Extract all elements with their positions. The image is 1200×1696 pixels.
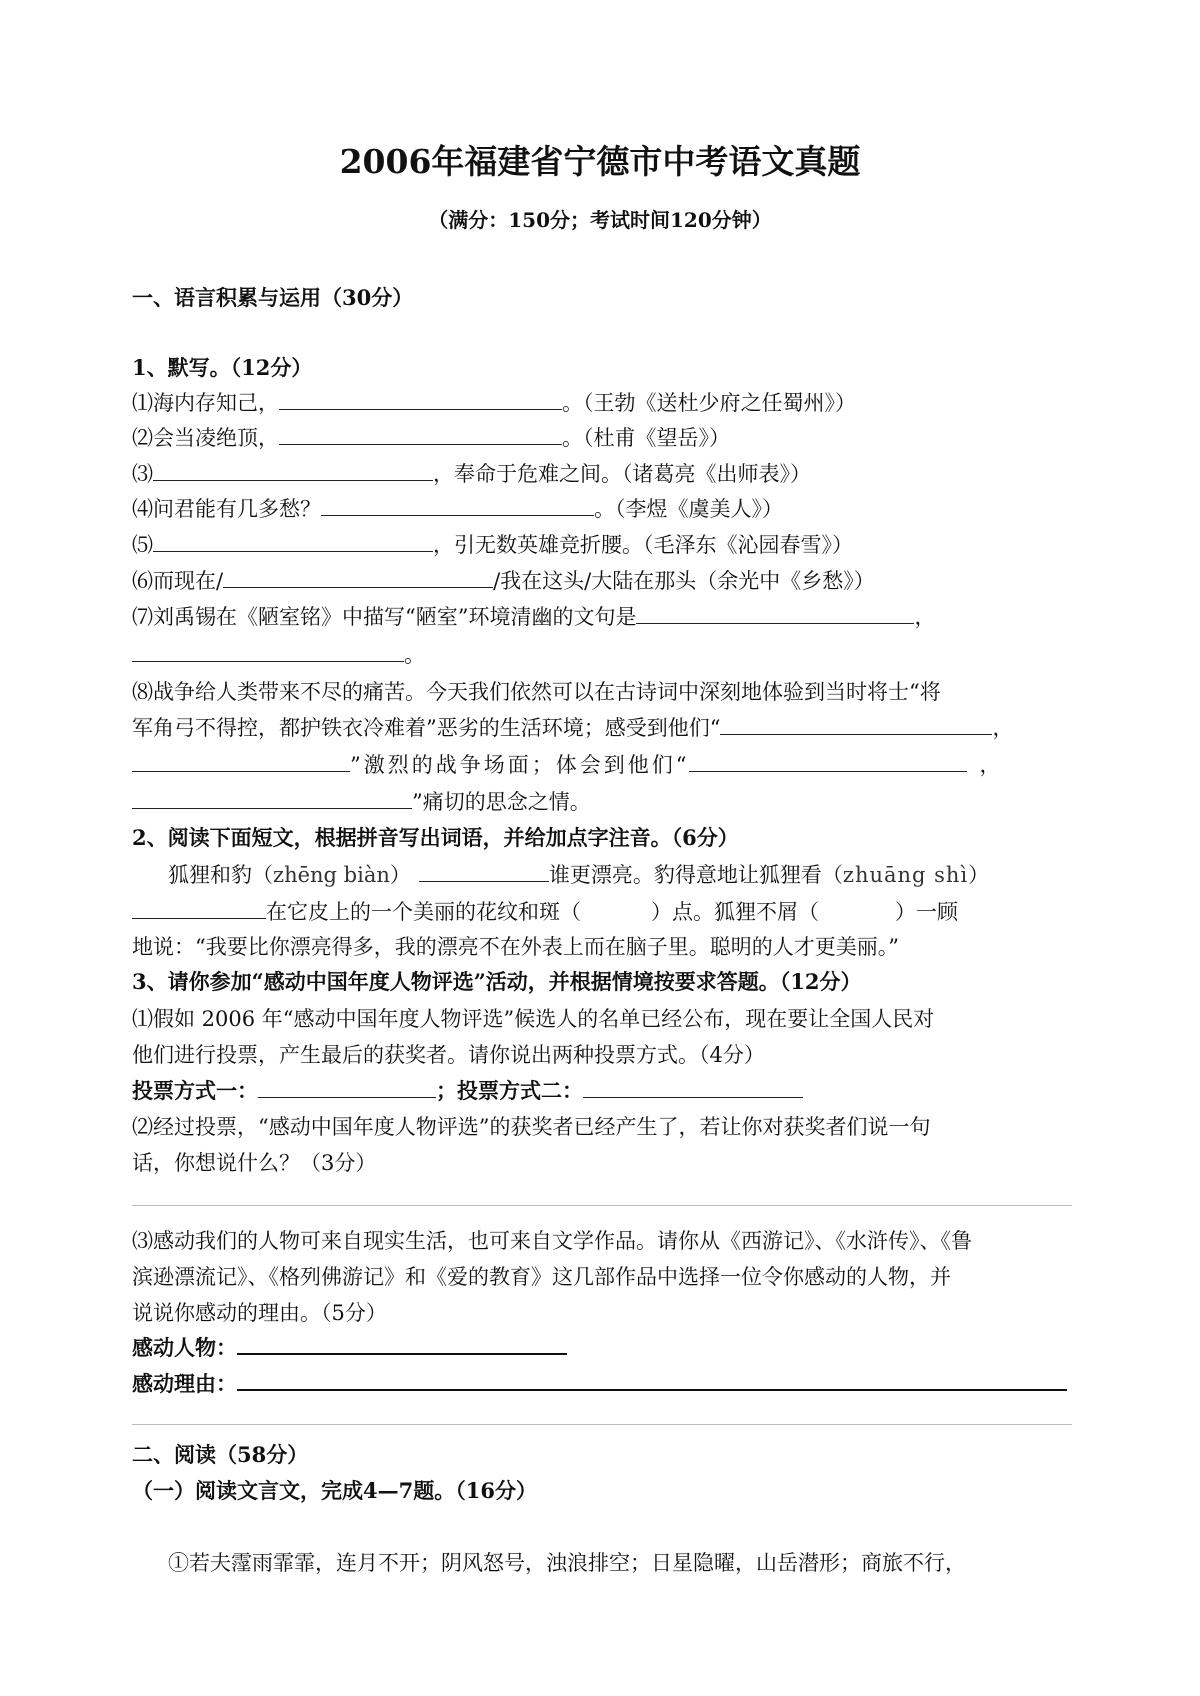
section2-sub1-heading: （一）阅读文言文，完成4—7题。（16分） xyxy=(132,1478,537,1503)
q3-sub1-line1: ⑴假如 2006 年“感动中国年度人物评选”候选人的名单已经公布，现在要让全国人民对 xyxy=(132,1007,935,1031)
q3-reason-line xyxy=(132,1369,1067,1399)
answer-blank[interactable] xyxy=(132,641,404,662)
q2-text-1b: ） xyxy=(389,863,411,887)
answer-blank[interactable] xyxy=(419,861,549,882)
q1-line2-text-a: ⑵会当凌绝顶， xyxy=(132,426,279,450)
q1-line8-text-c: ， xyxy=(992,716,1014,740)
answer-blank[interactable] xyxy=(132,788,412,809)
q1-line7-text-b: ， xyxy=(914,605,936,629)
section1-heading: 一、语言积累与运用（30分） xyxy=(132,285,414,310)
answer-blank[interactable] xyxy=(321,495,594,516)
answer-blank[interactable] xyxy=(153,460,433,481)
q3-vote-line xyxy=(132,1076,803,1106)
answer-blank[interactable] xyxy=(153,531,433,552)
answer-blank[interactable] xyxy=(132,898,266,919)
q1-line5-text-a: ⑸ xyxy=(132,533,153,557)
q2-text-1d: ） xyxy=(968,863,990,887)
q1-line6-text-b: /我在这头/大陆在那头（余光中《乡愁》） xyxy=(493,569,875,593)
q1-line2 xyxy=(132,423,730,453)
q1-heading: 1、默写。（12分） xyxy=(132,355,313,380)
answer-blank[interactable] xyxy=(279,424,562,445)
q1-line8-text-f: ”痛切的思念之情。 xyxy=(412,790,591,814)
q3-sub3-line3: 说说你感动的理由。（5分） xyxy=(132,1301,387,1325)
q1-line8b xyxy=(132,713,1013,743)
pinyin-zhengbian: zhēng biàn xyxy=(273,863,390,887)
reason-blank[interactable] xyxy=(237,1369,1067,1391)
q1-line7-text-a: ⑺刘禹锡在《陋室铭》中描写“陋室”环境清幽的文句是 xyxy=(132,605,637,629)
q2-text-1a: 狐狸和豹（ xyxy=(168,863,273,887)
q1-line1-text-a: ⑴海内存知己， xyxy=(132,391,279,415)
page-title: 2006年福建省宁德市中考语文真题 xyxy=(339,142,861,181)
person-blank[interactable] xyxy=(237,1333,567,1355)
q1-line1-text-b: 。（王勃《送杜少府之任蜀州》） xyxy=(562,391,856,415)
q3-sub2-line1: ⑵经过投票，“感动中国年度人物评选”的获奖者已经产生了，若让你对获奖者们说一句 xyxy=(132,1115,931,1139)
answer-blank[interactable] xyxy=(132,751,350,772)
q1-line7-cont xyxy=(132,640,425,670)
q1-line8d xyxy=(132,787,591,817)
q3-sub1-line2: 他们进行投票，产生最后的获奖者。请你说出两种投票方式。（4分） xyxy=(132,1043,765,1067)
vote-method-1-blank[interactable] xyxy=(258,1077,436,1098)
vote-method-1-label: 投票方式一： xyxy=(132,1078,258,1103)
answer-blank[interactable] xyxy=(279,389,562,410)
answer-blank[interactable] xyxy=(223,567,493,588)
q2-heading: 2、阅读下面短文，根据拼音写出词语，并给加点字注音。（6分） xyxy=(132,825,739,850)
q1-line3 xyxy=(132,459,811,489)
q2-para-line2 xyxy=(132,897,958,927)
classical-text-para1: ①若夫霪雨霏霏，连月不开；阴风怒号，浊浪排空；日星隐曜，山岳潜形；商旅不行， xyxy=(168,1551,966,1575)
answer-line[interactable] xyxy=(132,1424,1072,1425)
q3-heading: 3、请你参加“感动中国年度人物评选”活动，并根据情境按要求答题。（12分） xyxy=(132,969,862,994)
pinyin-zhuangshi: zhuāng shì xyxy=(842,863,969,887)
q1-line8-text-e: ， xyxy=(979,753,1001,777)
q1-line8-text-d: ”激烈的战争场面；体会到他们“ xyxy=(350,753,690,777)
q3-person-line xyxy=(132,1333,567,1363)
section2-heading: 二、阅读（58分） xyxy=(132,1442,309,1467)
q1-line4-text-b: 。（李煜《虞美人》） xyxy=(594,497,783,521)
q1-line3-text-b: ，奉命于危难之间。（诸葛亮《出师表》） xyxy=(433,462,811,486)
q2-text-1c: 谁更漂亮。豹得意地让狐狸看（ xyxy=(548,863,843,887)
q1-line4-text-a: ⑷问君能有几多愁？ xyxy=(132,497,321,521)
q2-para-line3: 地说：“我要比你漂亮得多，我的漂亮不在外表上而在脑子里。聪明的人才更美丽。” xyxy=(132,935,899,959)
q1-line3-text-a: ⑶ xyxy=(132,462,153,486)
q1-line5 xyxy=(132,530,853,560)
q2-text-2c: ）一顾 xyxy=(895,900,958,924)
q1-line7-text-c: 。 xyxy=(404,643,425,667)
q1-line8c xyxy=(132,750,1000,780)
vote-method-2-label: ；投票方式二： xyxy=(436,1078,583,1103)
q3-sub2-line2: 话，你想说什么？（3分） xyxy=(132,1151,377,1175)
q1-line6 xyxy=(132,566,875,596)
q2-text-2a: 在它皮上的一个美丽的花纹和斑（ xyxy=(266,900,581,924)
q1-line7 xyxy=(132,602,935,632)
answer-blank[interactable] xyxy=(689,751,967,772)
q2-text-2b: ）点。狐狸不屑（ xyxy=(651,900,819,924)
q1-line8a: ⑻战争给人类带来不尽的痛苦。今天我们依然可以在古诗词中深刻地体验到当时将士“将 xyxy=(132,680,941,704)
reason-label: 感动理由： xyxy=(132,1371,237,1396)
person-label: 感动人物： xyxy=(132,1335,237,1360)
answer-blank[interactable] xyxy=(636,603,914,624)
answer-blank[interactable] xyxy=(720,714,992,735)
q1-line6-text-a: ⑹而现在/ xyxy=(132,569,224,593)
q1-line2-text-b: 。（杜甫《望岳》） xyxy=(562,426,730,450)
answer-line[interactable] xyxy=(132,1205,1072,1206)
q1-line8-text-b: 军角弓不得控，都护铁衣冷难着”恶劣的生活环境；感受到他们“ xyxy=(132,716,721,740)
q2-para-line1 xyxy=(168,860,989,890)
vote-method-2-blank[interactable] xyxy=(583,1077,803,1098)
q1-line1 xyxy=(132,388,856,418)
q1-line5-text-b: ，引无数英雄竞折腰。（毛泽东《沁园春雪》） xyxy=(433,533,853,557)
q1-line4 xyxy=(132,494,783,524)
q3-sub3-line1: ⑶感动我们的人物可来自现实生活，也可来自文学作品。请你从《西游记》、《水浒传》、《鲁 xyxy=(132,1229,972,1253)
page-subtitle: （满分：150分；考试时间120分钟） xyxy=(428,208,772,232)
q3-sub3-line2: 滨逊漂流记》、《格列佛游记》和《爱的教育》这几部作品中选择一位令你感动的人物，并 xyxy=(132,1265,951,1289)
